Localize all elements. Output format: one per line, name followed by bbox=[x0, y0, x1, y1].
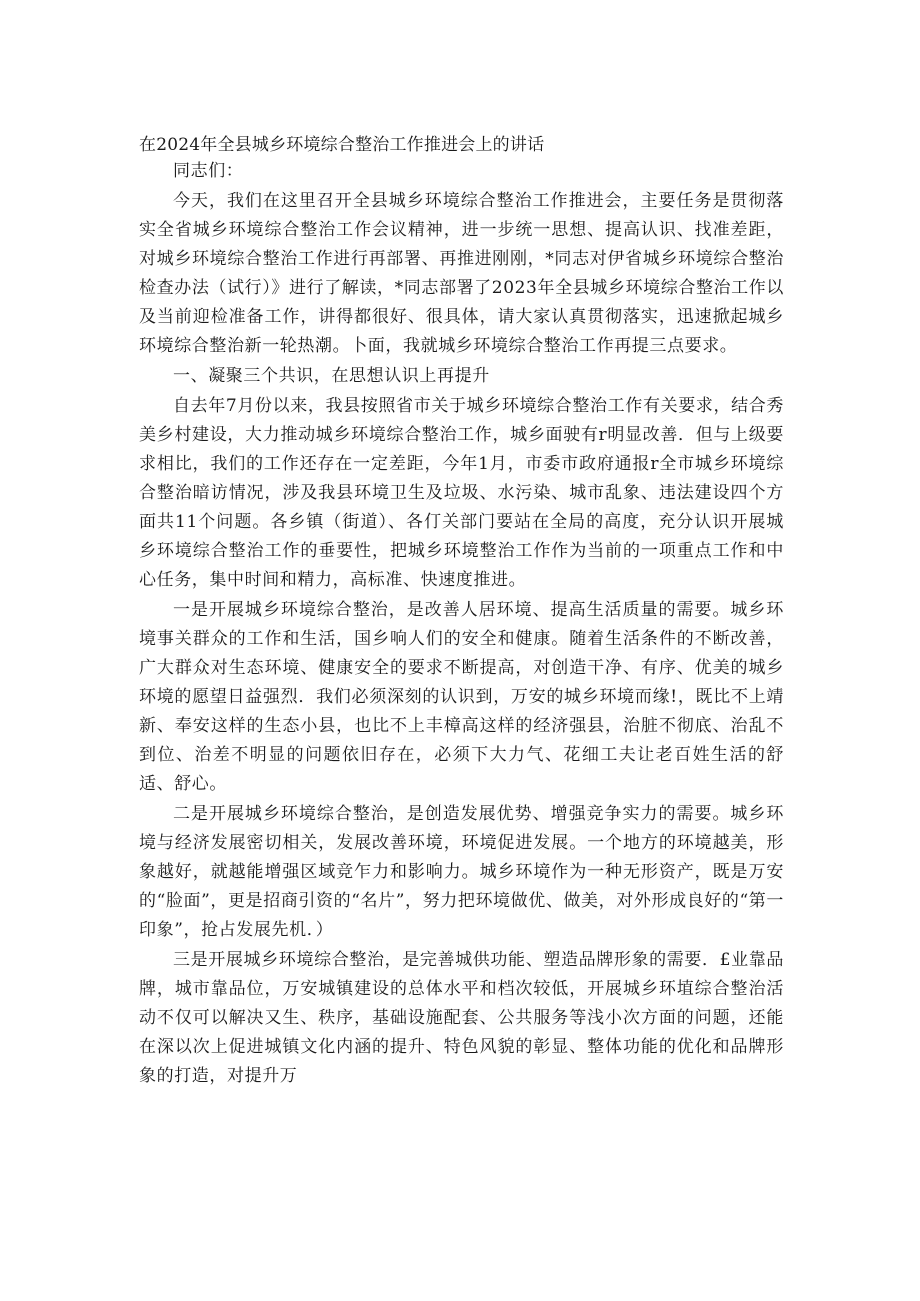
paragraph-background: 自去年7月份以来，我县按照省市关于城乡环境综合整治工作有关要求，结合秀美乡村建设，大力推动城乡环境综合整治工作，城乡面驶有r明显改善．但与上级要求相比，我们的工作还存在一定差距，今年1月，市委市政府通报r全市城乡环境综合整治暗访情况，涉及我县环境卫生及垃圾、水污染、城市乱象、违法建设四个方面共11个问题。各乡镇（街道）、各仃关部门要站在全局的高度，充分认识开展城乡环境综合整治工作的垂要性，把城乡环境整治工作作为当前的一项重点工作和中心任务，集中时间和精力，高标准、快速度推进。 bbox=[139, 396, 784, 590]
document-body bbox=[139, 157, 784, 1092]
paragraph-intro: 今天，我们在这里召开全县城乡环境综合整治工作推进会，主要任务是贯彻落实全省城乡环境综合整治工作会议精神，进一步统一思想、提高认识、找准差距，对城乡环境综合整治工作进行再部署、再推进刚刚，*同志对伊省城乡环境综合整治检查办法（试行）》进行了解读，*同志部署了2023年全县城乡环境综合整治工作以及当前迎检准备工作，讲得都很好、很具体，请大家认真贯彻落实，迅速掀起城乡环境综合整治新一轮热潮。卜面，我就城乡环境综合整治工作再提三点要求。 bbox=[139, 191, 784, 356]
paragraph-point-2: 二是开展城乡环境综合整治，是创造发展优势、增强竞争实力的需要。城乡环境与经济发展密切相关，发展改善环境，环境促进发展。一个地方的环境越美，形象越好，就越能增强区域竞乍力和影响力。城乡环境作为一种无形资产，既是万安的“脸面”，更是招商引资的“名片”，努力把环境做优、做美，对外形成良好的“第一印象”，抢占发展先机．） bbox=[139, 804, 784, 940]
section-heading-1: 一、凝聚三个共识，在思想认识上再提升 bbox=[173, 366, 490, 386]
document-title: 在2024年全县城乡环境综合整治工作推进会上的讲话 bbox=[139, 135, 545, 155]
paragraph-point-3: 三是开展城乡环境综合整治，是完善城供功能、塑造品牌形象的需要．£业靠品牌，城市靠品位，万安城镇建设的总体水平和档次较低，开展城乡环埴综合整治活动不仅可以解决又生、秩序，基础设施配套、公共服务等浅小次方面的问题，还能在深以次上促进城镇文化内涵的提升、特色风貌的彰显、整体功能的优化和品牌形象的打造，对提升万 bbox=[139, 950, 784, 1086]
greeting: 同志们： bbox=[173, 161, 244, 181]
paragraph-point-1: 一是开展城乡环境综合整治，是改善人居环境、提高生活质量的需要。城乡环境事关群众的工作和生活，国乡响人们的安全和健康。随着生活条件的不断改善，广大群众对生态环境、健康安全的要求不断提高，对创造干净、有序、优美的城乡环境的愿望日益强烈．我们必须深刻的认识到，万安的城乡环境而缘!，既比不上靖新、奉安这样的生态小县，也比不上丰樟高这样的经济强县，治脏不彻底、治乱不到位、治差不明显的问题依旧存在，必须下大力气、花细工夫让老百姓生活的舒适、舒心。 bbox=[139, 600, 784, 794]
